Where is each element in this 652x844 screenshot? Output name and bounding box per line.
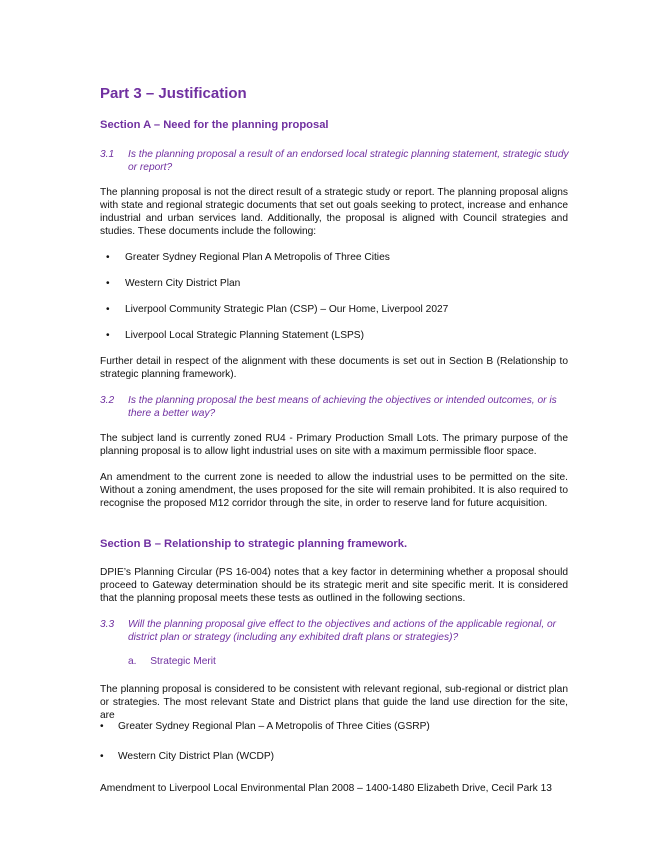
subheading-strategic-merit bbox=[128, 656, 216, 667]
question-number: 3.3 bbox=[100, 619, 115, 630]
section-a-paragraph-4: An amendment to the current zone is needed to allow the industrial uses to be permitted on the site. Without a zoning amendment, the uses proposed for the site will remain prohibited. It is also required to recognise the proposed M12 corridor through the site, in order to reserve land for future acquisition. bbox=[100, 472, 568, 509]
bullet-icon: • bbox=[106, 252, 110, 263]
question-3-2 bbox=[100, 394, 570, 420]
section-a-paragraph-1: The planning proposal is not the direct result of a strategic study or report. The planning proposal aligns with state and regional strategic documents that set out goals seeking to protect, increase and enhance industrial and urban services land. Additionally, the proposal is aligned with Council strategies and studies. These documents include the following: bbox=[100, 187, 568, 237]
question-line-2: district plan or strategy (including any exhibited draft plans or strategies)? bbox=[128, 632, 459, 643]
question-line-2: or report? bbox=[128, 162, 173, 173]
question-number: 3.2 bbox=[100, 395, 115, 406]
question-line-2: there a better way? bbox=[128, 408, 216, 419]
bullet-icon: • bbox=[106, 278, 110, 289]
question-number: 3.1 bbox=[100, 149, 115, 160]
question-line-1: Is the planning proposal a result of an endorsed local strategic planning statement, strategic study bbox=[128, 149, 569, 160]
question-line-1: Is the planning proposal the best means of achieving the objectives or intended outcomes, or is bbox=[128, 395, 557, 406]
bullet-icon: • bbox=[100, 721, 104, 732]
question-line-1: Will the planning proposal give effect to the objectives and actions of the applicable regional, or bbox=[128, 619, 557, 630]
bullet-icon: • bbox=[100, 751, 104, 762]
bullet-icon: • bbox=[106, 304, 110, 315]
section-b-paragraph-2: The planning proposal is considered to be consistent with relevant regional, sub-regional or district plan or strategies. The most relevant State and District plans that guide the land use direction for the site, are bbox=[100, 684, 568, 721]
section-b-paragraph-1: DPIE’s Planning Circular (PS 16-004) notes that a key factor in determining whether a proposal should proceed to Gateway determination should be its strategic merit and site specific merit. It is considered that the planning proposal meets these tests as outlined in the following sections. bbox=[100, 567, 568, 604]
question-3-1 bbox=[100, 148, 570, 174]
section-b-heading: Section B – Relationship to strategic planning framework. bbox=[100, 538, 408, 550]
part-heading: Part 3 – Justification bbox=[100, 85, 247, 102]
question-3-3 bbox=[100, 618, 570, 644]
page-number: 13 bbox=[540, 783, 552, 794]
sub-letter: a. bbox=[128, 656, 137, 667]
sub-label: Strategic Merit bbox=[150, 656, 216, 667]
document-page: Part 3 – Justification Section A – Need for the planning proposal 3.1 Is the planning proposal a result of an endorsed local strategic planning statement, strategic study or report? The planning proposal is not the direct result of a strategic study or report. The planning proposal aligns with state and regional strategic documents that set out goals seeking to protect, increase and enhance industrial and urban services land. Additionally, the proposal is aligned with Council strategies and studies. These documents include the following: • Greater Sydney Regional Plan A Metropolis of Three Cities • Western City District Plan • Liverpool Community Strategic Plan (CSP) – Our Home, Liverpool 2027 • Liverpool Local Strategic Planning Statement (LSPS) Further detail in respect of the alignment with these documents is set out in Section B (Relationship to strategic planning framework). 3.2 Is the planning proposal the best means of achieving the objectives or intended outcomes, or is there a better way? The subject land is currently zoned RU4 - Primary Production Small Lots. The primary purpose of the planning proposal is to allow light industrial uses on site with a maximum permissible floor space. An amendment to the current zone is needed to allow the industrial uses to be permitted on the site. Without a zoning amendment, the uses proposed for the site will remain prohibited. It is also required to recognise the proposed M12 corridor through the site, in order to reserve land for future acquisition. Section B – Relationship to strategic planning framework. DPIE’s Planning Circular (PS 16-004) notes that a key factor in determining whether a proposal should proceed to Gateway determination should be its strategic merit and site specific merit. It is considered that the planning proposal meets these tests as outlined in the following sections. 3.3 Will the planning proposal give effect to the objectives and actions of the applicable regional, or district plan or strategy (including any exhibited draft plans or strategies)? a. Strategic Merit The planning proposal is considered to be consistent with relevant regional, sub-regional or district plan or strategies. The most relevant State and District plans that guide the land use direction for the site, are • Greater Sydney Regional Plan – A Metropolis of Three Cities (GSRP) • Western City District Plan (WCDP) Amendment to Liverpool Local Environmental Plan 2008 – 1400-1480 Elizabeth Drive, Cecil Park 13 bbox=[100, 85, 569, 794]
section-a-heading: Section A – Need for the planning proposal bbox=[100, 119, 329, 131]
bullet-icon: • bbox=[106, 330, 110, 341]
section-a-paragraph-3: The subject land is currently zoned RU4 - Primary Production Small Lots. The primary purpose of the planning proposal is to allow light industrial uses on site with a maximum permissible floor space. bbox=[100, 433, 568, 457]
footer-text: Amendment to Liverpool Local Environmental Plan 2008 – 1400-1480 Elizabeth Drive, Cecil Park bbox=[100, 783, 538, 794]
page-footer bbox=[100, 783, 552, 794]
section-a-paragraph-2: Further detail in respect of the alignment with these documents is set out in Section B (Relationship to strategic planning framework). bbox=[100, 356, 568, 380]
